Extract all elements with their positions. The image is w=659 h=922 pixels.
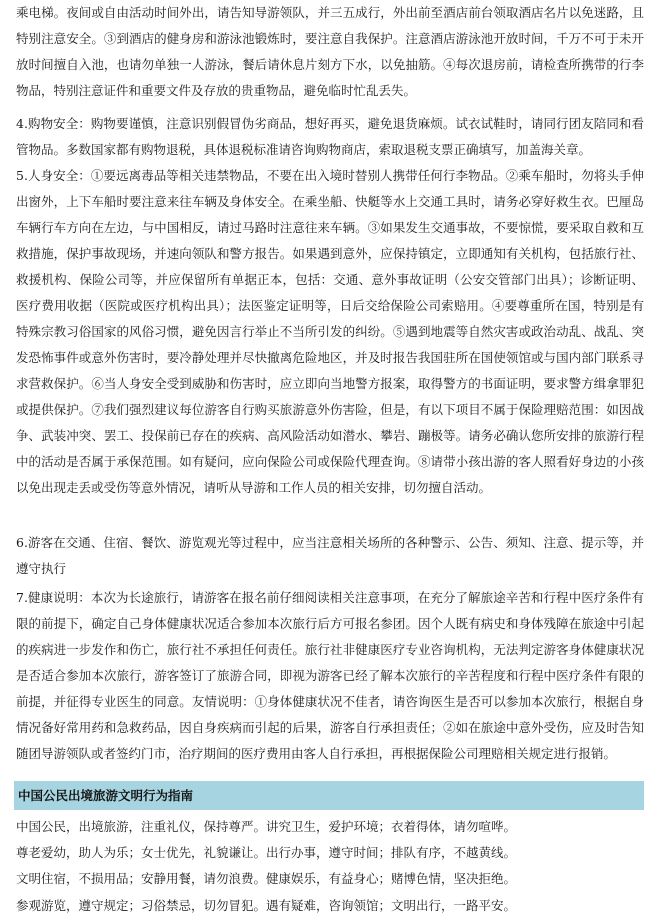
paragraph-shopping-safety: 4.购物安全：购物要谨慎，注意识别假冒伪劣商品，想好再买，避免退货麻烦。试衣试鞋时，请同行团友陪同和看管物品。多数国家都有购物退税，具体退税标准请咨询购物商店，索取退税支票正确填写，加盖海关章。 — [16, 116, 644, 157]
civility-line: 文明住宿，不损用品；安静用餐，请勿浪费。健康娱乐，有益身心；赌博色情，坚决拒绝。 — [16, 871, 517, 886]
civility-line: 参观游览，遵守规定；习俗禁忌，切勿冒犯。遇有疑难，咨询领馆；文明出行，一路平安。 — [16, 898, 517, 913]
civility-guide-heading: 中国公民出境旅游文明行为指南 — [14, 781, 644, 810]
paragraph-hotel-safety: 乘电梯。夜间或自由活动时间外出，请告知导游领队，并三五成行，外出前至酒店前台领取酒店名片以免迷路，且特别注意安全。③到酒店的健身房和游泳池锻炼时，要注意自我保护。注意酒店游泳池开放时间，千万不可于未开放时间擅自入池，也请勿单独一人游泳，餐后请休息片刻方下水，以免抽筋。④每次退房前，请检查所携带的行李物品，特别注意证件和重要文件及存放的贵重物品，避免临时忙乱丢失。 — [16, 5, 644, 98]
paragraph-health-notice: 7.健康说明：本次为长途旅行，请游客在报名前仔细阅读相关注意事项，在充分了解旅途辛苦和行程中医疗条件有限的前提下，确定自己身体健康状况适合参加本次旅行后方可报名参团。因个人既有病史和身体残障在旅途中引起的疾病进一步发作和伤亡，旅行社不承担任何责任。旅行社非健康医疗专业咨询机构，无法判定游客身体健康状况是否适合参加本次旅行，游客签订了旅游合同，即视为游客已经了解本次旅行的辛苦程度和行程中医疗条件有限的前提，并征得专业医生的同意。友情说明：①身体健康状况不佳者，请咨询医生是否可以参加本次旅行，根据自身情况备好常用药和急救药品，因自身疾病而引起的后果，游客自行承担责任；②如在旅途中意外受伤，应及时告知随团导游领队或者签约门市，治疗期间的医疗费用由客人自行承担，再根据保险公司理赔相关规定进行报销。 — [16, 590, 644, 761]
civility-line: 尊老爱幼，助人为乐；女士优先，礼貌谦让。出行办事，遵守时间；排队有序，不越黄线。 — [16, 845, 517, 860]
paragraph-personal-safety: 5.人身安全：①要远离毒品等相关违禁物品，不要在出入境时替别人携带任何行李物品。②乘车船时，勿将头手伸出窗外，上下车船时要注意来往车辆及身体安全。在乘坐船、快艇等水上交通工具时，请务必穿好救生衣。巴厘岛车辆行车方向在左边，与中国相反，请过马路时注意往来车辆。③如果发生交通事故，不要惊慌，要采取自救和互救措施，保护事故现场，并速向领队和警方报告。如果遇到意外，应保持镇定，立即通知有关机构，包括旅行社、救援机构、保险公司等，并应保留所有单据正本，包括：交通、意外事故证明（公安交管部门出具）；诊断证明、医疗费用收据（医院或医疗机构出具）；法医鉴定证明等，日后交给保险公司索赔用。④要尊重所在国，特别是有特殊宗教习俗国家的风俗习惯，避免因言行举止不当所引发的纠纷。⑤遇到地震等自然灾害或政治动乱、战乱、突发恐怖事件或意外伤害时，要冷静处理并尽快撤离危险地区，并及时报告我国驻所在国使领馆或与国内部门联系寻求营救保护。⑥当人身安全受到威胁和伤害时，应立即向当地警方报案，取得警方的书面证明，要求警方缉拿罪犯或提供保护。⑦我们强烈建议每位游客自行购买旅游意外伤害险，但是，有以下项目不属于保险理赔范围：如因战争、武装冲突、罢工、投保前已存在的疾病、高风险活动如潜水、攀岩、蹦极等。请务必确认您所安排的旅游行程中的活动是否属于承保范围。如有疑问，应向保险公司或保险代理查询。⑧请带小孩出游的客人照看好身边的小孩以免出现走丢或受伤等意外情况，请听从导游和工作人员的相关安排，切勿擅自活动。 — [16, 168, 644, 495]
paragraph-venue-notices: 6.游客在交通、住宿、餐饮、游览观光等过程中，应当注意相关场所的各种警示、公告、须知、注意、提示等，并遵守执行 — [16, 535, 644, 576]
civility-line: 中国公民，出境旅游，注重礼仪，保持尊严。讲究卫生，爱护环境；衣着得体，请勿喧哗。 — [16, 819, 517, 834]
